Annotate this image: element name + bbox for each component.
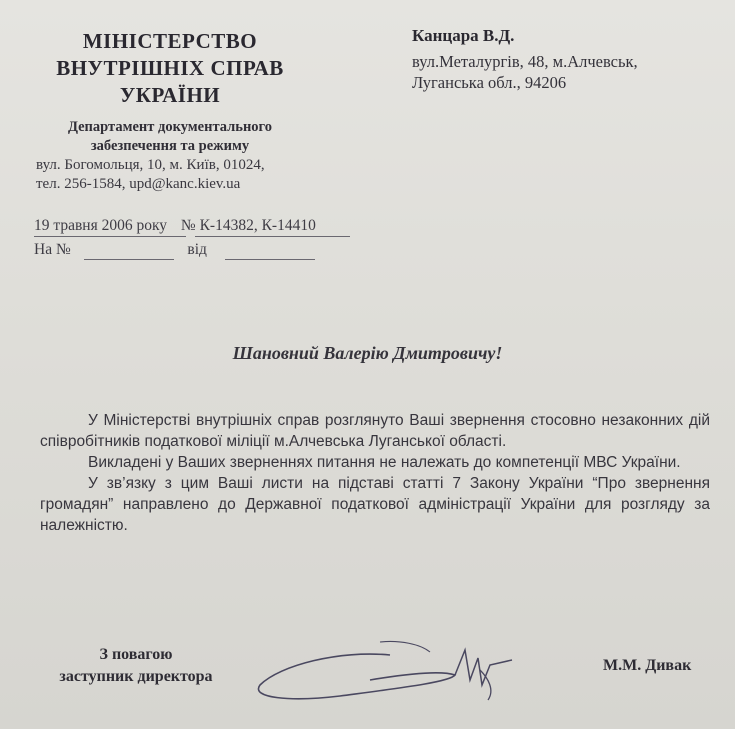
- department-header: [40, 118, 300, 156]
- number-underline: [195, 236, 350, 237]
- sender-address: вул. Богомольця, 10, м. Київ, 01024,: [36, 157, 265, 173]
- reference-number-blank: [84, 259, 174, 260]
- body-paragraph-3: У зв’язку з цим Ваші листи на підставі статті 7 Закону України “Про звернення громадян” направлено до Державної податкової адміністрації України для розгляду за належністю.: [40, 475, 710, 534]
- closing-regards: З повагою: [99, 646, 173, 663]
- ministry-name-line1: МІНІСТЕРСТВО: [82, 29, 258, 53]
- reference-date-blank: [225, 259, 315, 260]
- letter-date: 19 травня 2006 року: [34, 217, 168, 234]
- sender-address-block: [36, 156, 265, 194]
- ministry-header: [40, 28, 300, 109]
- letter-body: [40, 410, 710, 536]
- sender-contacts: тел. 256-1584, upd@kanc.kiev.ua: [36, 176, 241, 192]
- department-name-line2: забезпечення та режиму: [90, 138, 250, 154]
- closing-block: [36, 644, 236, 688]
- signer-name: М.М. Дивак: [603, 657, 692, 674]
- recipient-name: Канцара В.Д.: [412, 26, 515, 45]
- body-paragraph-1: У Міністерстві внутрішніх справ розглянуто Ваші звернення стосовно незаконних дій співробітників податкової міліції м.Алчевська Луганської області.: [40, 412, 710, 450]
- department-name-line1: Департамент документального: [67, 119, 273, 135]
- reference-number-label: На №: [34, 241, 71, 258]
- salutation: Шановний Валерію Дмитровичу!: [232, 343, 503, 363]
- reference-date-label: від: [187, 241, 207, 258]
- letter-number: № К-14382, К-14410: [180, 217, 316, 234]
- date-underline: [34, 236, 186, 237]
- recipient-street: вул.Металургів, 48, м.Алчевськ,: [412, 52, 638, 71]
- body-paragraph-2: Викладені у Ваших зверненнях питання не належать до компетенції МВС України.: [88, 454, 681, 471]
- registration-line: [34, 217, 326, 235]
- reference-line: [34, 241, 207, 259]
- handwritten-signature: [250, 630, 520, 710]
- ministry-name-line2: ВНУТРІШНІХ СПРАВ: [56, 56, 284, 80]
- closing-position: заступник директора: [59, 668, 213, 685]
- ministry-name-line3: УКРАЇНИ: [119, 83, 221, 107]
- recipient-region: Луганська обл., 94206: [412, 73, 567, 92]
